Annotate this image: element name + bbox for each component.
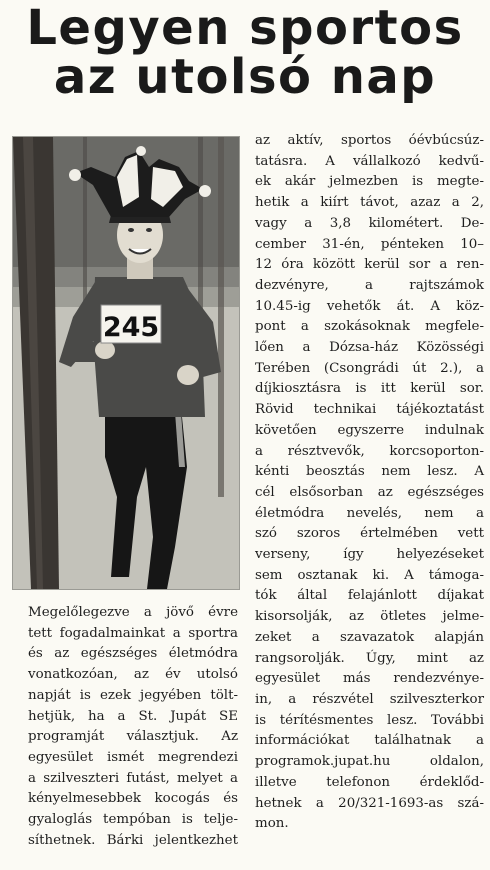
text-line: hetjük, ha a St. Jupát SE bbox=[28, 708, 238, 724]
text-line: vonatkozóan, az év utolsó bbox=[28, 667, 238, 683]
text-line: és az egészséges életmódra bbox=[28, 646, 238, 662]
text-line: programok.jupat.hu oldalon, bbox=[255, 754, 484, 770]
text-line: szó szoros értelmében vett bbox=[255, 526, 484, 542]
headline bbox=[0, 0, 490, 105]
text-line: kisorsolják, az ötletes jelme- bbox=[255, 609, 484, 625]
text-line: síthetnek. Bárki jelentkezhet bbox=[28, 832, 238, 848]
text-line: az aktív, sportos óévbúcsúz- bbox=[255, 133, 484, 148]
text-line: hetik a kiírt távot, azaz a 2, bbox=[255, 195, 484, 211]
text-line: Rövid technikai tájékoztatást bbox=[255, 402, 484, 418]
text-line: 12 óra között kerül sor a ren- bbox=[255, 257, 484, 273]
text-line: kénti beosztás nem lesz. A bbox=[255, 464, 484, 480]
left-column bbox=[14, 603, 238, 851]
text-line: egyesület más rendezvénye- bbox=[255, 671, 484, 687]
right-column bbox=[255, 131, 484, 835]
runner-eye bbox=[128, 228, 134, 232]
text-line: vagy a 3,8 kilométert. De- bbox=[255, 215, 484, 231]
jester-hat-bell bbox=[69, 169, 81, 181]
text-line: 10.45-ig vehetők át. A köz- bbox=[255, 298, 484, 314]
text-line: programját választjuk. Az bbox=[28, 729, 238, 745]
text-line: információkat találhatnak a bbox=[255, 733, 484, 749]
text-line: Megelőlegezve a jövő évre bbox=[28, 605, 238, 620]
race-bib-number: 245 bbox=[102, 312, 160, 343]
text-line: tett fogadalmainkat a sportra bbox=[28, 625, 238, 641]
runner-left-hand bbox=[95, 341, 115, 359]
runner-eye bbox=[146, 228, 152, 232]
text-line: tók által felajánlott díjakat bbox=[255, 588, 484, 604]
background-trunk bbox=[218, 137, 224, 497]
text-line: dezvényre, a rajtszámok bbox=[255, 277, 484, 293]
text-line: tatásra. A vállalkozó kedvű- bbox=[255, 153, 484, 169]
text-line: egyesület ismét megrendezi bbox=[28, 749, 238, 765]
text-line: pont a szokásoknak megfele- bbox=[255, 319, 484, 335]
text-line: sem osztanak ki. A támoga- bbox=[255, 567, 484, 583]
text-line: illetve telefonon érdeklőd- bbox=[255, 774, 484, 790]
text-line: díjkiosztásra is itt kerül sor. bbox=[255, 381, 484, 397]
text-line: életmódra nevelés, nem a bbox=[255, 505, 484, 521]
headline-line: Legyen sportos bbox=[26, 0, 464, 56]
text-line: rangsorolják. Úgy, mint az bbox=[255, 650, 484, 666]
right-column-paragraph bbox=[255, 131, 484, 835]
text-line: a szilveszteri futást, melyet a bbox=[28, 770, 238, 786]
left-column-paragraph bbox=[14, 603, 238, 851]
jester-hat-bell bbox=[199, 185, 211, 197]
text-line: cember 31-én, pénteken 10– bbox=[255, 236, 484, 252]
text-line: a résztvevők, korcsoporton- bbox=[255, 443, 484, 459]
runner-photo bbox=[12, 136, 240, 590]
text-line: hetnek a 20/321-1693-as szá- bbox=[255, 795, 484, 811]
text-line: mon. bbox=[255, 816, 289, 832]
text-line: kényelmesebbek kocogás és bbox=[28, 791, 238, 807]
jester-hat-bell bbox=[136, 146, 146, 156]
text-line: ek akár jelmezben is megte- bbox=[255, 174, 484, 190]
background-trunk bbox=[198, 137, 203, 317]
text-line: gyaloglás tempóban is telje- bbox=[28, 812, 238, 828]
background-trunk bbox=[83, 137, 87, 307]
text-line: zeket a szavazatok alapján bbox=[255, 629, 484, 645]
text-line: cél elsősorban az egészséges bbox=[255, 484, 484, 500]
text-line: lően a Dózsa-ház Közösségi bbox=[255, 340, 484, 356]
text-line: verseny, így helyezéseket bbox=[255, 547, 484, 563]
text-line: Terében (Csongrádi út 2.), a bbox=[255, 360, 484, 376]
text-line: in, a részvétel szilveszterkor bbox=[255, 691, 484, 707]
text-line: napját is ezek jegyében tölt- bbox=[28, 687, 238, 703]
text-line: követően egyszerre indulnak bbox=[255, 422, 484, 438]
text-line: is térítésmentes lesz. További bbox=[255, 712, 484, 728]
headline-line: az utolsó nap bbox=[53, 49, 437, 105]
runner-photo-illustration bbox=[13, 137, 239, 589]
runner-right-hand bbox=[177, 365, 199, 385]
